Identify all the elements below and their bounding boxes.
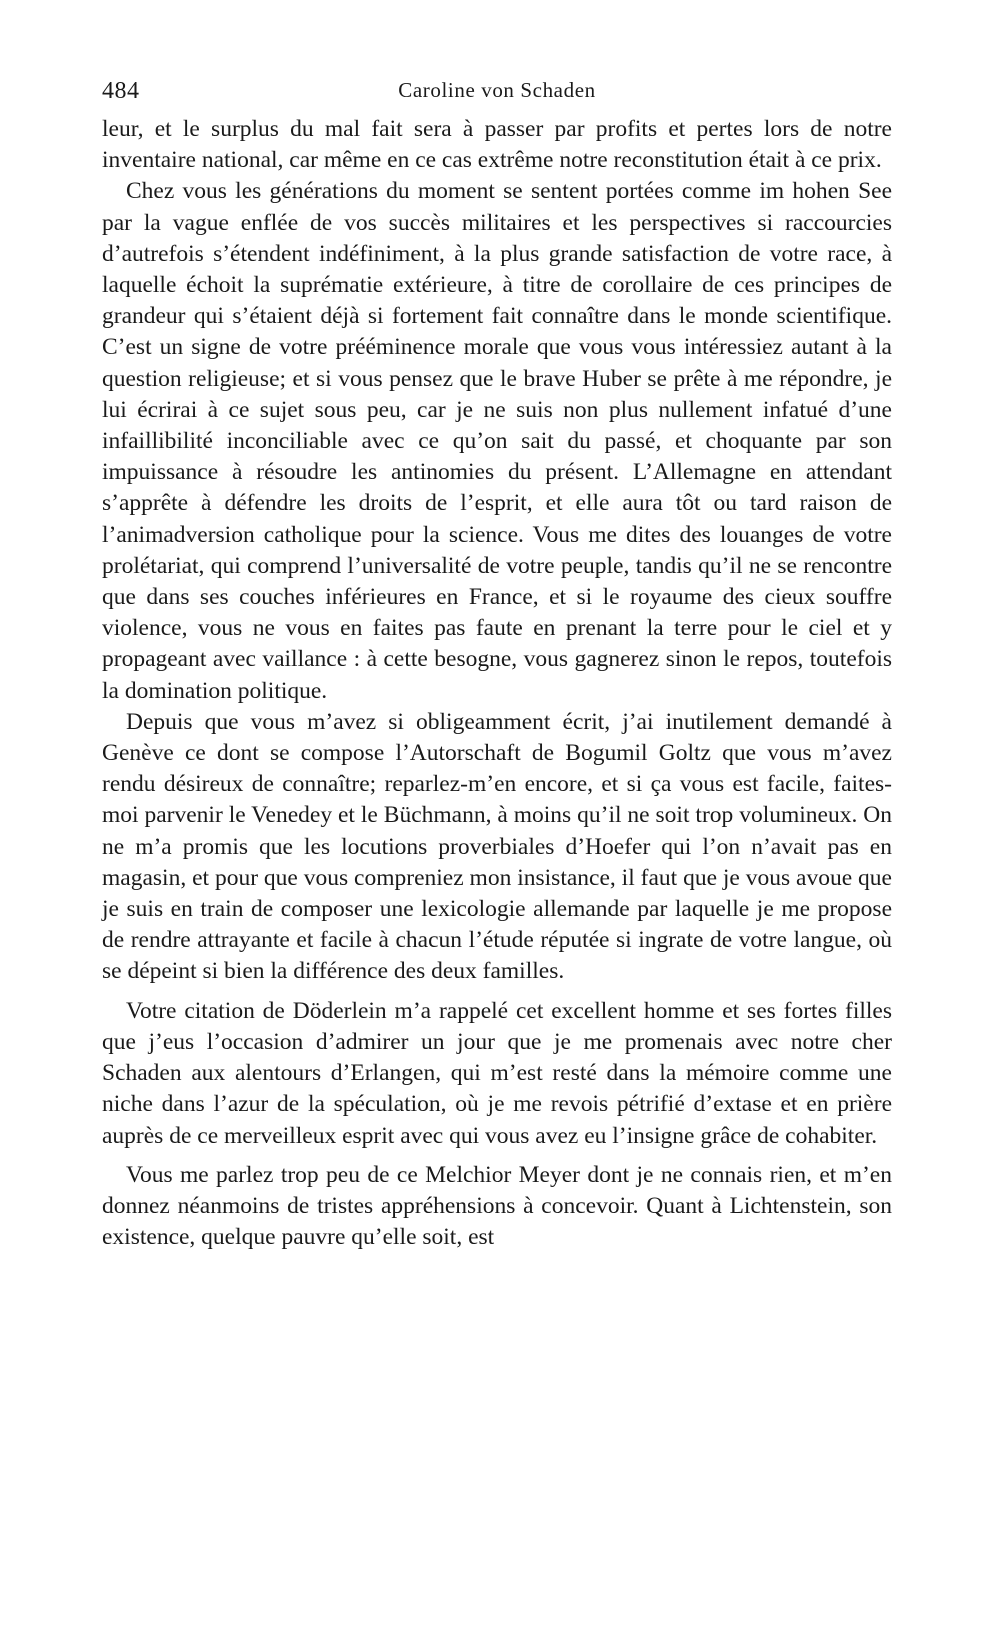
- paragraph: Depuis que vous m’avez si obligeamment écrit, j’ai inutilement demandé à Genève ce dont se compose l’Autorschaft de Bogumil Goltz que vous m’avez rendu désireux de connaître; reparlez-m’en encore, et si ça vous est facile, faites-moi parvenir le Venedey et le Büchmann, à moins qu’il ne soit trop volumineux. On ne m’a promis que les locutions proverbiales d’Hoefer qui l’on n’avait pas en magasin, et pour que vous compreniez mon insistance, il faut que je vous avoue que je suis en train de composer une lexicologie allemande par laquelle je me propose de rendre attrayante et facile à chacun l’étude réputée si ingrate de votre langue, où se dépeint si bien la différence des deux familles.: [102, 708, 892, 985]
- running-title: Caroline von Schaden: [398, 78, 596, 102]
- page-number: 484: [102, 78, 140, 104]
- paragraph: Votre citation de Döderlein m’a rappelé cet excellent homme et ses fortes filles que j’eus l’occasion d’admirer un jour que je me promenais avec notre cher Schaden aux alentours d’Erlangen, qui m’est resté dans la mémoire comme une niche dans l’azur de la spéculation, où je me revois pétrifié d’extase et en prière auprès de ce merveilleux esprit avec qui vous avez eu l’insigne grâce de cohabiter.: [102, 997, 892, 1149]
- running-head: [102, 70, 892, 114]
- book-page: [102, 70, 892, 1253]
- paragraph: Chez vous les générations du moment se sentent portées comme im hohen See par la vague enflée de vos succès militaires et les perspectives si raccourcies d’autrefois s’étendent indéfiniment, à la plus grande satisfaction de votre race, à laquelle échoit la suprématie extérieure, à titre de corollaire de ces principes de grandeur qui s’étaient déjà si fortement fait connaître dans le monde scientifique. C’est un signe de votre prééminence morale que vous vous intéressiez autant à la question religieuse; et si vous pensez que le brave Huber se prête à me répondre, je lui écrirai à ce sujet sous peu, car je ne suis non plus nullement infatué d’une infaillibilité inconciliable avec ce qu’on sait du passé, et choquante par son impuissance à résoudre les antinomies du présent. L’Allemagne en attendant s’apprête à défendre les droits de l’esprit, et elle aura tôt ou tard raison de l’animadversion catholique pour la science. Vous me dites des louanges de votre prolétariat, qui comprend l’universalité de votre peuple, tandis qu’il ne se rencontre que dans ses couches inférieures en France, et si le royaume des cieux souffre violence, vous ne vous en faites pas faute en prenant la terre pour le ciel et y propageant avec vaillance : à cette besogne, vous gagnerez sinon le repos, toutefois la domination politique.: [102, 178, 892, 704]
- body-text: [102, 114, 892, 1253]
- paragraph-continued: leur, et le surplus du mal fait sera à passer par profits et pertes lors de notre inventaire national, car même en ce cas extrême notre reconstitution était à ce prix.: [102, 116, 892, 174]
- paragraph: Vous me parlez trop peu de ce Melchior Meyer dont je ne connais rien, et m’en donnez néanmoins de tristes appréhensions à concevoir. Quant à Lichtenstein, son existence, quelque pauvre qu’elle soit, est: [102, 1161, 892, 1251]
